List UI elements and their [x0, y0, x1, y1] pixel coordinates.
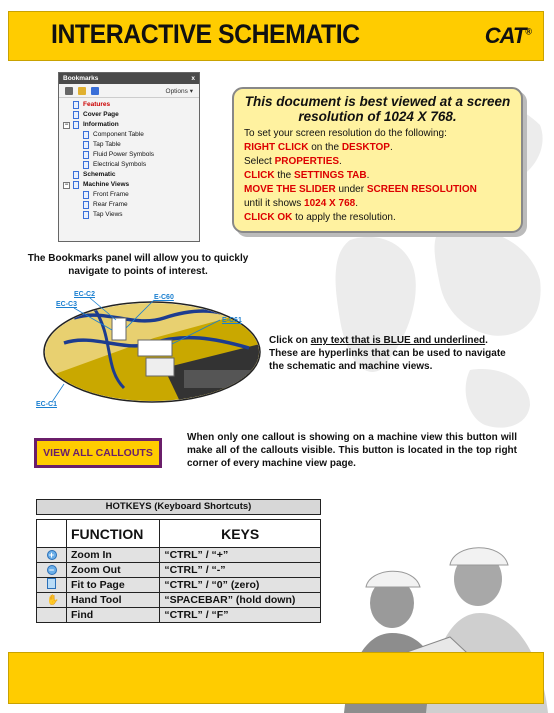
zoom-in-icon: +: [37, 548, 67, 563]
bookmark-label: Machine Views: [83, 181, 130, 188]
bookmark-page-icon: [73, 111, 79, 119]
info-line: CLICK OK to apply the resolution.: [244, 212, 396, 223]
fit-page-icon: [37, 578, 67, 593]
callout-link-ec-c1[interactable]: EC-C1: [36, 401, 58, 408]
bookmark-label: Schematic: [83, 171, 116, 178]
hotkeys-caption: HOTKEYS (Keyboard Shortcuts): [36, 499, 321, 515]
bookmark-label: Cover Page: [83, 111, 119, 118]
bookmark-page-icon: [73, 171, 79, 179]
info-line: until it shows 1024 X 768.: [244, 198, 358, 209]
bookmark-page-icon: [73, 101, 79, 109]
info-line: To set your screen resolution do the following:: [244, 128, 447, 139]
info-line: Select PROPERTIES.: [244, 156, 342, 167]
table-row: [37, 548, 321, 563]
hotkey-keys: “CTRL” / “+”: [160, 548, 321, 563]
function-column-header: FUNCTION: [67, 520, 160, 548]
bookmark-label: Rear Frame: [93, 201, 128, 208]
bookmark-page-icon: [83, 151, 89, 159]
options-menu[interactable]: Options ▾: [165, 87, 193, 95]
bookmark-label: Component Table: [93, 131, 144, 138]
info-line: RIGHT CLICK on the DESKTOP.: [244, 142, 393, 153]
hotkey-keys: “SPACEBAR” (hold down): [160, 593, 321, 608]
bookmark-item[interactable]: [63, 190, 195, 200]
bookmarks-list: [59, 98, 199, 222]
bookmarks-panel: [58, 72, 200, 242]
bookmarks-panel-titlebar: [59, 73, 199, 84]
bookmark-item[interactable]: [63, 210, 195, 220]
view-all-callouts-button[interactable]: VIEW ALL CALLOUTS: [34, 438, 162, 468]
table-row: [37, 593, 321, 608]
bookmark-item[interactable]: [63, 120, 195, 130]
footer-banner: [8, 652, 544, 704]
hotkey-keys: “CTRL” / “-”: [160, 563, 321, 578]
collapse-toggle-icon[interactable]: −: [64, 121, 69, 128]
bookmark-page-icon: [83, 161, 89, 169]
collapse-toggle-icon[interactable]: −: [64, 181, 69, 188]
bookmark-item[interactable]: [63, 160, 195, 170]
bookmark-item[interactable]: [63, 150, 195, 160]
bookmark-page-icon: [83, 131, 89, 139]
bookmark-label: Electrical Symbols: [93, 161, 147, 168]
empty-icon-cell: [37, 608, 67, 623]
close-icon[interactable]: x: [191, 75, 195, 82]
callout-link-e-c60[interactable]: E-C60: [154, 294, 174, 301]
keys-column-header: KEYS: [160, 520, 321, 548]
bookmark-item[interactable]: [63, 170, 195, 180]
icon-column-header: [37, 520, 67, 548]
expand-bookmark-icon[interactable]: [91, 87, 99, 95]
hand-tool-icon: ✋: [37, 593, 67, 608]
bookmark-item[interactable]: [63, 180, 195, 190]
table-row: [37, 563, 321, 578]
bookmark-label: Features: [83, 101, 111, 108]
resolution-info-box: [232, 87, 523, 233]
bookmark-item[interactable]: [63, 130, 195, 140]
bookmark-page-icon: [83, 211, 89, 219]
info-line: MOVE THE SLIDER under SCREEN RESOLUTION: [244, 184, 477, 195]
bookmark-item[interactable]: [63, 200, 195, 210]
hotkeys-table: [36, 519, 321, 623]
page-title: INTERACTIVE SCHEMATIC: [51, 19, 360, 49]
bookmark-page-icon: [83, 141, 89, 149]
hotkey-function: Zoom In: [67, 548, 160, 563]
bookmark-page-icon: [73, 121, 79, 129]
bookmark-label: Information: [83, 121, 119, 128]
bookmark-label: Fluid Power Symbols: [93, 151, 155, 158]
bookmark-label: Tap Table: [93, 141, 121, 148]
hotkeys-header-row: [37, 520, 321, 548]
bookmark-page-icon: [83, 201, 89, 209]
hotkey-function: Fit to Page: [67, 578, 160, 593]
resolution-heading: This document is best viewed at a screen resolution of 1024 X 768.: [244, 94, 511, 124]
table-row: [37, 578, 321, 593]
zoom-out-icon: −: [37, 563, 67, 578]
hotkey-keys: “CTRL” / “F”: [160, 608, 321, 623]
hyperlink-note: Click on any text that is BLUE and underlined. These are hyperlinks that can be used to navigate the schematic and machine views.: [269, 335, 506, 372]
bookmarks-panel-title: Bookmarks: [63, 75, 99, 82]
info-line: CLICK the SETTINGS TAB.: [244, 170, 370, 181]
callout-link-ec-c2[interactable]: EC-C2: [74, 291, 96, 298]
bookmark-page-icon: [73, 181, 79, 189]
callouts-description: When only one callout is showing on a machine view this button will make all of the callouts visible. This button is located in the top right corner of every machine view page.: [187, 432, 517, 469]
header-banner: [8, 11, 544, 61]
bookmarks-caption: The Bookmarks panel will allow you to quickly navigate to points of interest.: [27, 253, 249, 277]
new-bookmark-icon[interactable]: [78, 87, 86, 95]
hotkey-function: Hand Tool: [67, 593, 160, 608]
machine-view-diagram: [34, 288, 264, 410]
trash-icon[interactable]: [65, 87, 73, 95]
bookmarks-toolbar: [59, 84, 199, 98]
callout-link-e-c61[interactable]: E-C61: [222, 317, 242, 324]
bookmark-page-icon: [83, 191, 89, 199]
hotkey-function: Find: [67, 608, 160, 623]
bookmark-item[interactable]: [63, 100, 195, 110]
bookmark-label: Front Frame: [93, 191, 129, 198]
bookmark-item[interactable]: [63, 110, 195, 120]
bookmark-label: Tap Views: [93, 211, 123, 218]
bookmark-item[interactable]: [63, 140, 195, 150]
table-row: [37, 608, 321, 623]
callout-link-ec-c3[interactable]: EC-C3: [56, 301, 78, 308]
hotkey-keys: “CTRL” / “0” (zero): [160, 578, 321, 593]
hotkey-function: Zoom Out: [67, 563, 160, 578]
cat-logo: CAT®: [484, 23, 531, 48]
